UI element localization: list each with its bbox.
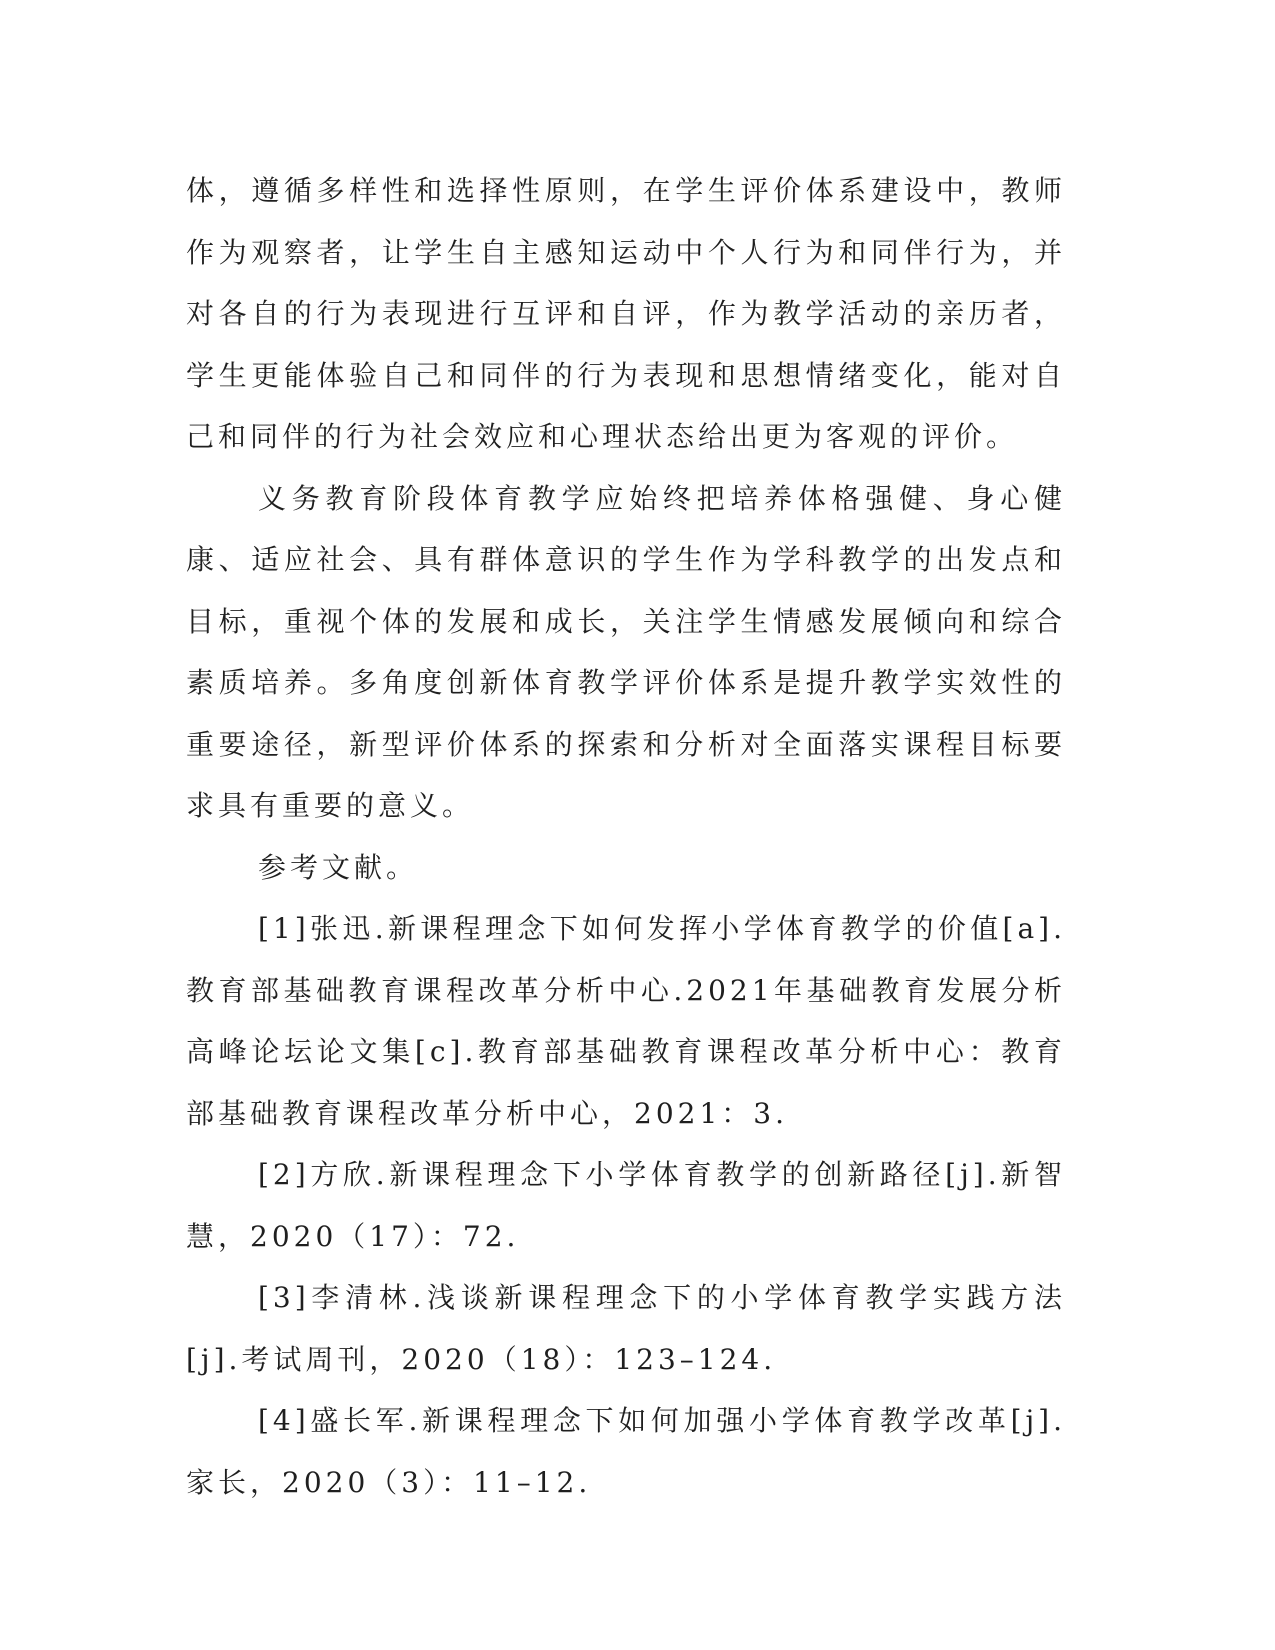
paragraph-evaluation-system: 体，遵循多样性和选择性原则，在学生评价体系建设中，教师作为观察者，让学生自主感知运动中个人行为和同伴行为，并对各自的行为表现进行互评和自评，作为教学活动的亲历者，学生更能体验自己和同伴的行为表现和思想情绪变化，能对自己和同伴的行为社会效应和心理状态给出更为客观的评价。 bbox=[186, 174, 1066, 453]
reference-list bbox=[186, 898, 1066, 1513]
reference-item-1: [1]张迅.新课程理念下如何发挥小学体育教学的价值[a].教育部基础教育课程改革分析中心.2021年基础教育发展分析高峰论坛论文集[c].教育部基础教育课程改革分析中心：教育部基础教育课程改革分析中心，2021：3. bbox=[186, 912, 1066, 1130]
page-body bbox=[186, 160, 1066, 1513]
paragraph-conclusion: 义务教育阶段体育教学应始终把培养体格强健、身心健康、适应社会、具有群体意识的学生作为学科教学的出发点和目标，重视个体的发展和成长，关注学生情感发展倾向和综合素质培养。多角度创新体育教学评价体系是提升教学实效性的重要途径，新型评价体系的探索和分析对全面落实课程目标要求具有重要的意义。 bbox=[186, 481, 1066, 822]
reference-item-3: [3]李清林.浅谈新课程理念下的小学体育教学实践方法[j].考试周刊，2020（18）：123–124. bbox=[186, 1281, 1066, 1376]
references-heading: 参考文献。 bbox=[258, 850, 419, 884]
reference-item-2: [2]方欣.新课程理念下小学体育教学的创新路径[j].新智慧，2020（17）：72. bbox=[186, 1158, 1066, 1253]
reference-item-4: [4]盛长军.新课程理念下如何加强小学体育教学改革[j].家长，2020（3）：11–12. bbox=[186, 1404, 1066, 1499]
